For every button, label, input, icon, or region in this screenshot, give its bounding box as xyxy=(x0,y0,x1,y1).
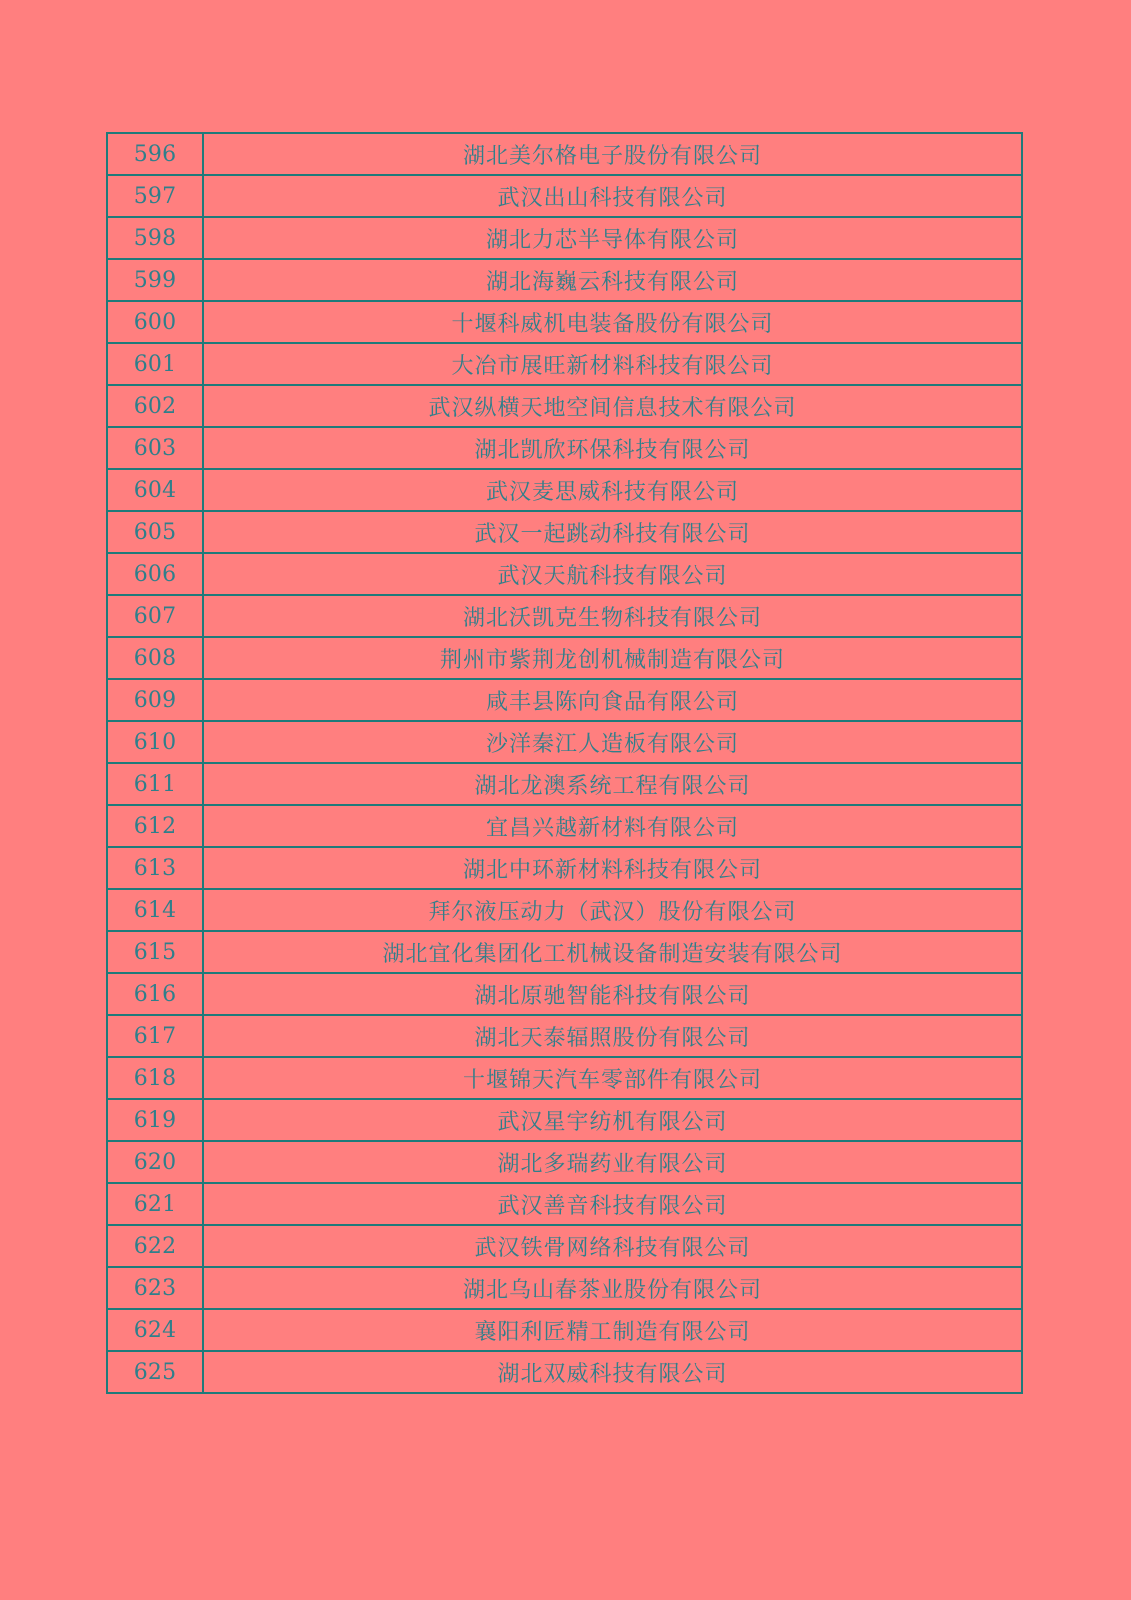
table-row xyxy=(107,889,1022,931)
table-row xyxy=(107,385,1022,427)
row-number: 599 xyxy=(107,259,203,301)
company-name: 大冶市展旺新材料科技有限公司 xyxy=(203,343,1022,385)
row-number: 608 xyxy=(107,637,203,679)
company-name: 荆州市紫荆龙创机械制造有限公司 xyxy=(203,637,1022,679)
company-name: 武汉出山科技有限公司 xyxy=(203,175,1022,217)
row-number: 596 xyxy=(107,133,203,175)
row-number: 600 xyxy=(107,301,203,343)
company-name: 湖北多瑞药业有限公司 xyxy=(203,1141,1022,1183)
table-row xyxy=(107,175,1022,217)
row-number: 618 xyxy=(107,1057,203,1099)
company-name: 武汉麦思威科技有限公司 xyxy=(203,469,1022,511)
table-row xyxy=(107,1015,1022,1057)
company-name: 武汉纵横天地空间信息技术有限公司 xyxy=(203,385,1022,427)
row-number: 614 xyxy=(107,889,203,931)
row-number: 625 xyxy=(107,1351,203,1393)
company-name: 湖北双威科技有限公司 xyxy=(203,1351,1022,1393)
row-number: 607 xyxy=(107,595,203,637)
table-row xyxy=(107,511,1022,553)
company-name: 湖北美尔格电子股份有限公司 xyxy=(203,133,1022,175)
row-number: 613 xyxy=(107,847,203,889)
table-row xyxy=(107,1057,1022,1099)
row-number: 612 xyxy=(107,805,203,847)
company-name: 湖北乌山春茶业股份有限公司 xyxy=(203,1267,1022,1309)
company-name: 宜昌兴越新材料有限公司 xyxy=(203,805,1022,847)
company-name: 武汉一起跳动科技有限公司 xyxy=(203,511,1022,553)
row-number: 620 xyxy=(107,1141,203,1183)
row-number: 606 xyxy=(107,553,203,595)
company-name: 十堰锦天汽车零部件有限公司 xyxy=(203,1057,1022,1099)
row-number: 617 xyxy=(107,1015,203,1057)
company-name: 湖北龙澳系统工程有限公司 xyxy=(203,763,1022,805)
company-name: 武汉铁骨网络科技有限公司 xyxy=(203,1225,1022,1267)
company-name: 湖北天泰辐照股份有限公司 xyxy=(203,1015,1022,1057)
row-number: 601 xyxy=(107,343,203,385)
table-row xyxy=(107,805,1022,847)
row-number: 621 xyxy=(107,1183,203,1225)
table-row xyxy=(107,973,1022,1015)
table-row xyxy=(107,217,1022,259)
table-row xyxy=(107,1183,1022,1225)
table-row xyxy=(107,469,1022,511)
table-row xyxy=(107,259,1022,301)
table-row xyxy=(107,1225,1022,1267)
row-number: 610 xyxy=(107,721,203,763)
table-row xyxy=(107,1351,1022,1393)
row-number: 603 xyxy=(107,427,203,469)
table-row xyxy=(107,931,1022,973)
company-name: 襄阳利匠精工制造有限公司 xyxy=(203,1309,1022,1351)
company-name: 湖北沃凯克生物科技有限公司 xyxy=(203,595,1022,637)
row-number: 597 xyxy=(107,175,203,217)
table-row xyxy=(107,679,1022,721)
table-row xyxy=(107,595,1022,637)
company-name: 武汉善音科技有限公司 xyxy=(203,1183,1022,1225)
table-row xyxy=(107,1099,1022,1141)
row-number: 623 xyxy=(107,1267,203,1309)
table-row xyxy=(107,847,1022,889)
company-name: 拜尔液压动力（武汉）股份有限公司 xyxy=(203,889,1022,931)
company-name: 沙洋秦江人造板有限公司 xyxy=(203,721,1022,763)
row-number: 609 xyxy=(107,679,203,721)
table-row xyxy=(107,133,1022,175)
company-name: 湖北海巍云科技有限公司 xyxy=(203,259,1022,301)
table-row xyxy=(107,301,1022,343)
table-row xyxy=(107,1141,1022,1183)
company-name: 十堰科威机电装备股份有限公司 xyxy=(203,301,1022,343)
row-number: 619 xyxy=(107,1099,203,1141)
table-row xyxy=(107,1309,1022,1351)
row-number: 602 xyxy=(107,385,203,427)
table-row xyxy=(107,1267,1022,1309)
table-row xyxy=(107,721,1022,763)
table-row xyxy=(107,763,1022,805)
table-row xyxy=(107,637,1022,679)
company-name: 湖北原驰智能科技有限公司 xyxy=(203,973,1022,1015)
table-row xyxy=(107,427,1022,469)
row-number: 598 xyxy=(107,217,203,259)
row-number: 622 xyxy=(107,1225,203,1267)
row-number: 604 xyxy=(107,469,203,511)
company-name: 武汉天航科技有限公司 xyxy=(203,553,1022,595)
row-number: 615 xyxy=(107,931,203,973)
company-name: 湖北力芯半导体有限公司 xyxy=(203,217,1022,259)
table-body xyxy=(107,133,1022,1393)
row-number: 624 xyxy=(107,1309,203,1351)
company-name: 武汉星宇纺机有限公司 xyxy=(203,1099,1022,1141)
company-name: 湖北中环新材料科技有限公司 xyxy=(203,847,1022,889)
table-row xyxy=(107,343,1022,385)
row-number: 616 xyxy=(107,973,203,1015)
table-row xyxy=(107,553,1022,595)
company-list-table xyxy=(106,132,1023,1394)
row-number: 611 xyxy=(107,763,203,805)
company-name: 咸丰县陈向食品有限公司 xyxy=(203,679,1022,721)
company-name: 湖北宜化集团化工机械设备制造安装有限公司 xyxy=(203,931,1022,973)
row-number: 605 xyxy=(107,511,203,553)
company-name: 湖北凯欣环保科技有限公司 xyxy=(203,427,1022,469)
